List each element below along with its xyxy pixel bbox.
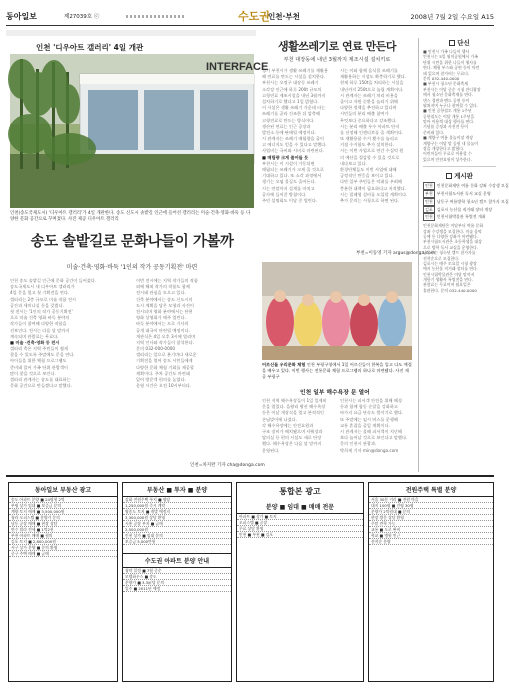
ad-listing: 아파트 ■ 상가 ■ 토지 bbox=[237, 514, 363, 520]
text-line: 인천 송도 솔밭길 인근에 문화 공간이 들어섰다. bbox=[10, 278, 97, 283]
text-line: 무엇보다 중요하다고 강조했다. bbox=[340, 117, 397, 123]
board-item-tag: 인천 bbox=[425, 198, 433, 204]
text-line: 다양한 정책을 추진하고 있다며 bbox=[340, 105, 397, 111]
ad-listing: 모델하우스 ■ 송도 bbox=[123, 574, 231, 580]
text-line: 기대하고 있다. 또 소각 과정에서 bbox=[262, 173, 322, 179]
text-line: 전시돼 관심을 모으고 있다. bbox=[136, 290, 186, 296]
story2-headline: 생활쓰레기로 연료 만든다 bbox=[277, 40, 397, 53]
text-line: 운영된다. bbox=[262, 447, 280, 453]
story1-subhead: 미술·건축·영화·바둑 '1인의 작가 공동기획전' 마련 bbox=[66, 264, 198, 271]
brief-line: 맞아 이용객 대상 행사를 연다. bbox=[423, 119, 475, 125]
briefs-text bbox=[423, 49, 496, 162]
story1-kicker: 인천 '디우아트 갤러리' 4일 개관 bbox=[36, 43, 144, 52]
briefs-title: 단신 bbox=[423, 38, 496, 47]
brief-line: 있으며 안전요원이 상주한다. bbox=[423, 156, 472, 162]
text-line: 환경단체들도 이번 사업에 대해 bbox=[340, 167, 397, 172]
text-line: 첫 전시는 '1인의 작가 공동기획전' bbox=[10, 308, 73, 314]
text-line: 고 에너지도 얻을 수 있다고 말했다. bbox=[262, 142, 327, 148]
ad-listing: 중구 주택 매매 ■ 급매 bbox=[9, 551, 117, 557]
story1-byline: 인천=차지완 기자 cha@donga.com bbox=[190, 463, 265, 468]
story3-subhead: 인천 일부 해수욕장 문 열어 bbox=[300, 390, 370, 396]
text-line: 작가들이 참여해 다양한 작품을 bbox=[10, 321, 67, 327]
text-line: 해 연료를 만드는 시설을 설치한다. bbox=[262, 74, 326, 80]
text-line: 도시 계획을 담은 모형과 사진이 bbox=[136, 302, 194, 308]
text-line: 문의 인천시 관광과. bbox=[340, 441, 377, 447]
text-line: 부천시는 이 시설이 가동되면 bbox=[262, 160, 315, 166]
text-line: 박희제 기자 min@donga.com bbox=[340, 447, 399, 453]
text-line: 발전소 등에 판매될 예정이다. bbox=[262, 129, 316, 135]
brief-line: ■ 계양구 여름 물놀이장 개장 bbox=[423, 135, 473, 141]
story3-caption-text: 인천 부평구청에서 1일 어르신들이 한복을 입고 다도 예절을 배우고 있다. 이번 행사는 전통문화 체험 프로그램의 하나로 마련됐다. 사진 제공 부평구 bbox=[262, 362, 412, 379]
issue-date: 2008년 7월 2일 수요일 A15 bbox=[410, 13, 494, 21]
text-line: 또 주말에는 임시 버스를 운행해 bbox=[340, 416, 398, 422]
story3-photo bbox=[262, 262, 412, 360]
text-line: 를 선정해 인센티브를 줄 계획이다. bbox=[340, 129, 404, 135]
text-line: 시는 분리 배출 우수 아파트 단지 bbox=[340, 123, 400, 129]
page-header bbox=[6, 8, 494, 26]
board-body-line: 인천문화재단은 이달부터 여름 문화 bbox=[423, 223, 484, 229]
ad-listing: 분양가 2억원대 ■ 문의 bbox=[369, 509, 493, 515]
text-line: 생산된 연료는 인근 공장과 bbox=[262, 123, 311, 129]
ad-listing: 무료 상담 환영 bbox=[237, 526, 363, 532]
text-line: 계획이다. 주차 공간도 마련돼 bbox=[136, 370, 190, 376]
brief-line: 댄스 경연과 밴드 공연 등이 bbox=[423, 97, 470, 103]
text-line: 현재 하루 150t을 처리하는 시설을 bbox=[340, 80, 404, 86]
text-line: 등은 이날 개장식을 열고 본격적인 bbox=[262, 410, 324, 416]
ad-listing: 현장 방문 상담 환영 bbox=[369, 515, 493, 521]
story2-subhead: 부천 대장동에 내년 3월까지 제조시설 설치키로 bbox=[283, 57, 391, 63]
right-sidebar bbox=[418, 38, 509, 472]
text-line: 시민들의 분리 배출 참여가 bbox=[340, 111, 389, 117]
text-line: 시 관계자는 쓰레기 처리 비용을 bbox=[340, 92, 398, 98]
ad2-list bbox=[123, 497, 231, 545]
ad-listing: 서구 상가 분양 ■ 문의 환영 bbox=[9, 545, 117, 551]
story2-byline: 부천=이동영 기자 argus@donga.com bbox=[356, 251, 436, 256]
ad-block-1 bbox=[8, 482, 118, 682]
text-line: 갤러리 측은 지역 주민들이 쉽게 bbox=[10, 346, 68, 352]
story3-caption-title: 어르신들 우리문화 체험 bbox=[262, 362, 306, 367]
brief-line: 준비돼 있다. bbox=[423, 129, 445, 135]
ad-listing: 인천 상가 ■ 임대 문의 bbox=[123, 533, 231, 539]
text-line: 구조 장비가 배치됐으며 샤워장과 bbox=[262, 428, 323, 434]
text-line: 갤러리 관계자는 송도를 대표하는 bbox=[10, 377, 71, 382]
board-item-text: 인천시립박물관 특별전 개최 bbox=[436, 214, 486, 220]
text-line: 건축 분야에서는 송도 신도시의 bbox=[136, 296, 193, 302]
text-line: 인천 지역 해수욕장들이 1일 일제히 bbox=[262, 398, 327, 403]
board-item-text: 남동구 여름방학 청소년 캠프 참가자 모집 bbox=[436, 198, 509, 204]
text-line: 소각장 인근에 하루 200t 규모의 bbox=[262, 86, 322, 92]
text-line: 갤러리는 2층 규모로 미술 작품 전시 bbox=[10, 296, 76, 302]
briefs-box-icon bbox=[449, 40, 455, 46]
board-box-icon bbox=[446, 173, 452, 179]
text-line: 있어 방문객 편의를 높였다. bbox=[136, 377, 186, 382]
brief-line: 문의 032-440-0000 bbox=[423, 75, 460, 81]
brief-line: 인천시는 5일 월미공원에서 가족 bbox=[423, 54, 479, 60]
text-line: 문을 열었다. 을왕리 왕산 해수욕장 bbox=[262, 404, 326, 410]
text-line: 매립되는 쓰레기가 크게 줄 것으로 bbox=[262, 167, 324, 172]
ad-listing: 부평 상가 임대 ■ 보증금 문의 bbox=[9, 503, 117, 509]
ad4-title: 통합본 광고 bbox=[279, 487, 321, 496]
text-line: ■ 매립량 크게 줄어들 듯 bbox=[262, 154, 309, 160]
text-line: 많이 찾을 것으로 보인다. bbox=[10, 370, 56, 376]
board-list bbox=[423, 182, 509, 221]
header-decoration bbox=[126, 15, 186, 18]
brief-line: 단위 시민을 위한 나들이 행사를 bbox=[423, 59, 477, 65]
ad-listing: 오피스텔 ■ 공장 bbox=[237, 520, 363, 526]
ad-section-rule bbox=[6, 475, 494, 477]
section-region: 인천·부천 bbox=[268, 12, 300, 21]
board-body-line: 휴관한다. 문의 032-440-0000 bbox=[423, 287, 477, 293]
story2-column-a bbox=[262, 68, 334, 248]
text-line: 문화 공간으로 만들겠다고 말했다. bbox=[10, 383, 72, 389]
text-line: 부천시는 오정구 대장동 쓰레기 bbox=[262, 80, 319, 86]
ad-listing: 대지 100평 ■ 건평 30평 bbox=[369, 503, 493, 509]
text-line: 개관식은 4일 오후 3시에 열리며 bbox=[136, 333, 196, 339]
brief-line: 장을 개장한다고 밝혔다. bbox=[423, 146, 465, 152]
ad-listing: 1,250,000원 즉시 계약 bbox=[123, 503, 231, 509]
text-line: 다만 일부 주민들은 악취를 우려해 bbox=[340, 179, 402, 185]
brief-line: 공항철도는 이달 개통 1주년을 bbox=[423, 113, 475, 119]
text-line: 손님맞이에 나섰다. bbox=[262, 416, 298, 422]
board-body-line: 김포시는 매주 토요일 시청 광장 bbox=[423, 260, 477, 266]
text-line: 재활용하는 시설도 확충하기로 했다. bbox=[340, 74, 407, 80]
ad5-header: 전원주택 특별 분양 bbox=[369, 483, 493, 497]
text-line: 갤러리는 앞으로 분기마다 새로운 bbox=[136, 352, 197, 358]
board-item-text: 인천문화재단 여름 문화 강좌 수강생 모집 bbox=[436, 183, 509, 189]
text-line: 고형연료로 만드는 방식이다. bbox=[262, 117, 315, 123]
ad-listing: 계양 토지 매매 ■ 3,500,000원 bbox=[9, 509, 117, 515]
issue-number: 제27039호 ⓒ bbox=[64, 14, 100, 20]
text-line: 공사에 들어갈 방침이다. bbox=[262, 191, 307, 197]
text-line: 시 관계자는 쓰레기 매립량을 줄이 bbox=[262, 136, 324, 142]
text-line: 줄이고 자원 순환을 늘리기 위해 bbox=[340, 98, 398, 104]
text-line: 시 관계자는 올해 피서객이 지난해 bbox=[340, 428, 402, 434]
text-line: 외에 해외 작가의 작품도 함께 bbox=[136, 284, 190, 290]
board-body-line: 강좌 수강생을 모집한다. 미술 음악 bbox=[423, 228, 482, 234]
newspaper-name: 동아일보 bbox=[6, 11, 37, 21]
ad-listing: 영종도 토지 ■ 개발 예정지 bbox=[123, 509, 231, 515]
ad-listing: 송도 아파트 분양 ■ 24평형 2억 bbox=[9, 497, 117, 503]
ad-listing: 2,500,000원 bbox=[123, 527, 231, 533]
text-line: 교통 혼잡을 줄일 계획이다. bbox=[340, 422, 390, 428]
ad1-header: 동아일보 부동산 광고 bbox=[9, 483, 117, 497]
ad-listing: 교통 ■ 도로 완비 bbox=[369, 527, 493, 533]
board-body-line: 선착순으로 모집한다. bbox=[423, 255, 460, 261]
text-line: 또 재활용품 수거 횟수를 늘리고 bbox=[340, 136, 398, 142]
board-body-text bbox=[423, 223, 496, 293]
text-line: 바가지 요금 단속도 벌이기로 했다. bbox=[340, 410, 404, 416]
text-line: 긍정적인 반응을 보이고 있다. bbox=[340, 173, 394, 179]
ad3-list bbox=[123, 568, 231, 592]
text-line: 운영 시간은 오전 10시부터다. bbox=[136, 383, 192, 389]
ad-listing: 학교 ■ 병원 인근 bbox=[369, 533, 493, 539]
text-line: 으로 미술 건축 영화 바둑 분야의 bbox=[10, 315, 70, 321]
text-line: 경기 부천시가 생활 쓰레기를 재활용 bbox=[262, 68, 329, 73]
text-line: 내년까지 250t으로 늘릴 계획이다. bbox=[340, 86, 404, 92]
board-body-line: 개항기 생활사 특별전을 연다. bbox=[423, 277, 474, 283]
text-line: 계속되며 관람료는 무료다. bbox=[10, 333, 59, 339]
text-line: ■ 미술 ·건축·영화 등 전시 bbox=[10, 339, 60, 345]
ad-listing: 보증금 5,000만원 bbox=[123, 539, 231, 545]
board-item-tag: 인천 bbox=[425, 183, 433, 189]
section-title: 수도권 bbox=[238, 10, 270, 23]
text-line: 영화 상영회가 매주 열린다. bbox=[136, 315, 186, 321]
brief-line: ■ 부천시 청소년 문화축제 bbox=[423, 81, 468, 87]
board-item-tag: 부천 bbox=[425, 191, 433, 196]
brief-line: 연다. 체험 부스와 공연 등이 마련 bbox=[423, 65, 480, 71]
text-line: 아이들을 위한 체험 프로그램도 bbox=[10, 358, 67, 364]
ad3-header: 수도권 아파트 분양 안내 bbox=[123, 553, 231, 568]
board-body-line: 인천시립박물관은 이달 말까지 bbox=[423, 271, 475, 277]
story1-caption: 인천(송도국제도시) '디우아트 갤러리'가 4일 개관한다. 송도 신도시 솔밭길 인근에 들어선 갤러리는 미술·건축·영화·바둑 등 다양한 문화 공간으로 꾸며졌다. 사진 제공 디우아트 갤러리 bbox=[10, 211, 251, 222]
board-item bbox=[423, 206, 496, 214]
text-line: 이 시설은 생활 쓰레기 가운데 타는 bbox=[262, 105, 326, 111]
sidebar-divider bbox=[423, 166, 496, 167]
text-line: 각 해수욕장에는 안전요원과 bbox=[262, 422, 314, 428]
text-line: 바둑 분야에서는 프로 기사의 bbox=[136, 321, 189, 327]
brief-line: 기념품 증정과 사진전 등이 bbox=[423, 124, 469, 130]
board-title: 게시판 bbox=[423, 171, 496, 180]
text-line: 거점 수거함도 추가 설치한다. bbox=[340, 142, 394, 148]
board-body-line: 으로 방학 독서 교실을 운영한다. bbox=[423, 244, 479, 250]
story1-column-b bbox=[136, 278, 254, 428]
text-line: 시는 밀폐형 설비를 도입할 계획이다. bbox=[340, 191, 408, 197]
ad4-list bbox=[237, 514, 363, 538]
ad2-header: 부동산 ■ 투자 ■ 분양 bbox=[123, 483, 231, 497]
brief-line: 계양구는 이달 말 공원 내 물놀이 bbox=[423, 140, 479, 146]
story1-headline: 송도 솔밭길로 문화나들이 가볼까 bbox=[30, 233, 234, 250]
ad-listing: 강화 전원주택 부지 ■ 평당 bbox=[123, 497, 231, 503]
text-line: 찾을 수 있도록 주말에도 문을 연다. bbox=[10, 352, 75, 358]
ad5-list bbox=[369, 497, 493, 545]
text-line: 등과 함께 합동 순찰을 강화하고 bbox=[340, 404, 398, 410]
board-item-text: 부천시립도서관 독서 교실 운영 bbox=[436, 191, 491, 196]
ad-listing: 3,300,000원 상담 환영 bbox=[123, 515, 231, 521]
board-item-tag: 인천 bbox=[425, 214, 433, 220]
ad-listing: 입주 ■ 2011년 예정 bbox=[123, 586, 231, 592]
text-line: 송도국제도시 내 디우아트 갤러리가 bbox=[10, 284, 75, 290]
brief-line: 돼 있으며 참가비는 무료다. bbox=[423, 70, 470, 76]
board-body-line: 관람료는 무료이며 월요일은 bbox=[423, 282, 471, 288]
text-line: 의 예산을 절감할 수 있을 것으로 bbox=[340, 154, 400, 160]
text-line: 다양한 문화 체험 기회를 제공할 bbox=[136, 364, 194, 370]
story3-column-a bbox=[262, 398, 334, 470]
board-body-line: 공예 등 다양한 강좌가 마련됐다. bbox=[423, 233, 479, 239]
text-line: 생기는 오염 물질도 줄어든다. bbox=[262, 179, 316, 185]
ad-listing: 연수 빌라 전세 ■ 1억2천 bbox=[9, 527, 117, 533]
brief-line: 부천시는 이달 중순 시청 잔디광장 bbox=[423, 86, 481, 92]
text-line: 공간과 세미나실 등을 갖췄다. bbox=[10, 302, 64, 308]
text-line: 시는 이번 사업으로 연간 수십억 원 bbox=[340, 148, 404, 154]
text-line: 추가 문의는 시청으로 하면 된다. bbox=[340, 197, 400, 203]
ad-listing: 시흥 공장 부지 ■ 급매 bbox=[123, 521, 231, 527]
text-line: 4일 문을 열고 첫 기획전을 연다. bbox=[10, 290, 70, 296]
text-line: 고형연료 제조시설을 내년 3월까지 bbox=[262, 92, 326, 98]
text-line: 문의 032-000-0000 bbox=[136, 346, 176, 352]
text-line: 기획전을 열어 송도 시민들에게 bbox=[136, 358, 193, 364]
ad-listing: 주말 견학 가능 bbox=[369, 521, 493, 527]
text-line: 지역 인사와 작가들이 참석한다. bbox=[136, 339, 194, 345]
ad-listing: 청라 오피스텔 ■ 분양가 문의 bbox=[9, 515, 117, 521]
ad-listing: 분양가 ■ 3.3㎡당 문의 bbox=[123, 580, 231, 586]
text-line: 설치하기로 했다고 1일 밝혔다. bbox=[262, 98, 319, 104]
text-line: 주민 설명회도 이달 중 열린다. bbox=[262, 197, 318, 203]
text-line: 선보인다. 전시는 다음 달 말까지 bbox=[10, 327, 70, 333]
story3-column-b bbox=[340, 398, 412, 470]
board-item bbox=[423, 213, 496, 221]
text-line: 시는 연말까지 설계를 마치고 bbox=[262, 185, 315, 191]
building-sign-text: INTERFACE bbox=[206, 61, 269, 73]
ad-listing: 김포 토지 ■ 2,800,000원 bbox=[9, 539, 117, 545]
ad4-subtitle: 분양 ■ 임대 ■ 매매 전문 bbox=[237, 500, 363, 514]
board-item-text: 김포시 농산물 직거래 장터 개장 bbox=[436, 206, 493, 212]
ad-block-5 bbox=[368, 482, 494, 682]
text-line: 공개 대국이 마련될 예정이다. bbox=[136, 327, 190, 333]
text-line: 시는 이와 함께 음식물 쓰레기를 bbox=[340, 68, 398, 73]
ad-listing: 남동 공장 매매 ■ 현장 상담 bbox=[9, 521, 117, 527]
board-item bbox=[423, 190, 496, 198]
board-item bbox=[423, 182, 509, 190]
text-line: 이번 전시에는 지역 작가들의 작품 bbox=[136, 278, 198, 283]
text-line: 전시되며 영화 분야에서는 단편 bbox=[136, 308, 193, 314]
brief-line: 에서 청소년 문화축제를 연다. bbox=[423, 92, 474, 98]
brief-line: ■ 인천 공항철도 개통 1주년 bbox=[423, 108, 472, 114]
story1-column-a bbox=[10, 278, 128, 428]
text-line: 사업비는 국비와 시비로 마련된다. bbox=[262, 148, 324, 154]
text-line: 내다보고 있다. bbox=[340, 160, 367, 166]
board-item bbox=[423, 198, 509, 206]
story2-column-b bbox=[340, 68, 412, 248]
ad-listing: 선착순 분양 bbox=[369, 539, 493, 545]
text-line: 보다 늘어날 것으로 보인다고 말했다. bbox=[340, 435, 408, 441]
story1-photo bbox=[10, 54, 269, 208]
board-item-tag: 김포 bbox=[425, 206, 433, 212]
header-rule-left bbox=[6, 30, 256, 36]
ad-block-2 bbox=[122, 482, 232, 682]
text-line: 탈의실 등 편의 시설도 새로 단장 bbox=[262, 435, 322, 441]
ad-listing: 인천 ■ 부천 ■ 김포 bbox=[237, 532, 363, 538]
story3-caption bbox=[262, 362, 412, 379]
board-body-line: 에서 농산물 직거래 장터를 연다. bbox=[423, 266, 479, 272]
text-line: 인천시는 피서객 안전을 위해 해경 bbox=[340, 398, 402, 403]
text-line: 했다. 해수욕장은 다음 달 말까지 bbox=[262, 441, 322, 447]
ad-listing: 서울 30분 거리 ■ 전원 마을 bbox=[369, 497, 493, 503]
board-body-line: 남동구는 청소년 캠프 참가자를 bbox=[423, 250, 476, 256]
brief-line: 어린이들이 무료로 이용할 수 bbox=[423, 151, 472, 157]
board-body-line: 부천시립도서관은 초등학생을 대상 bbox=[423, 239, 482, 245]
text-line: 준비돼 있어 가족 단위 관람객이 bbox=[10, 364, 68, 370]
text-line: 충분한 대책이 필요하다고 지적했다. bbox=[340, 185, 407, 191]
ad-listing: 부천 아파트 매매 ■ 협의 bbox=[9, 533, 117, 539]
ad-block-4 bbox=[236, 482, 364, 682]
text-line: 쓰레기를 골라 건조한 뒤 압축해 bbox=[262, 111, 320, 117]
brief-line: 펼쳐지며 누구나 참여할 수 있다. bbox=[423, 102, 479, 108]
ad1-list bbox=[9, 497, 117, 557]
ad-listing: 청약 일정 ■ 7월 중순 bbox=[123, 568, 231, 574]
brief-line: ■ 인천시 가족 나들이 행사 bbox=[423, 49, 470, 54]
